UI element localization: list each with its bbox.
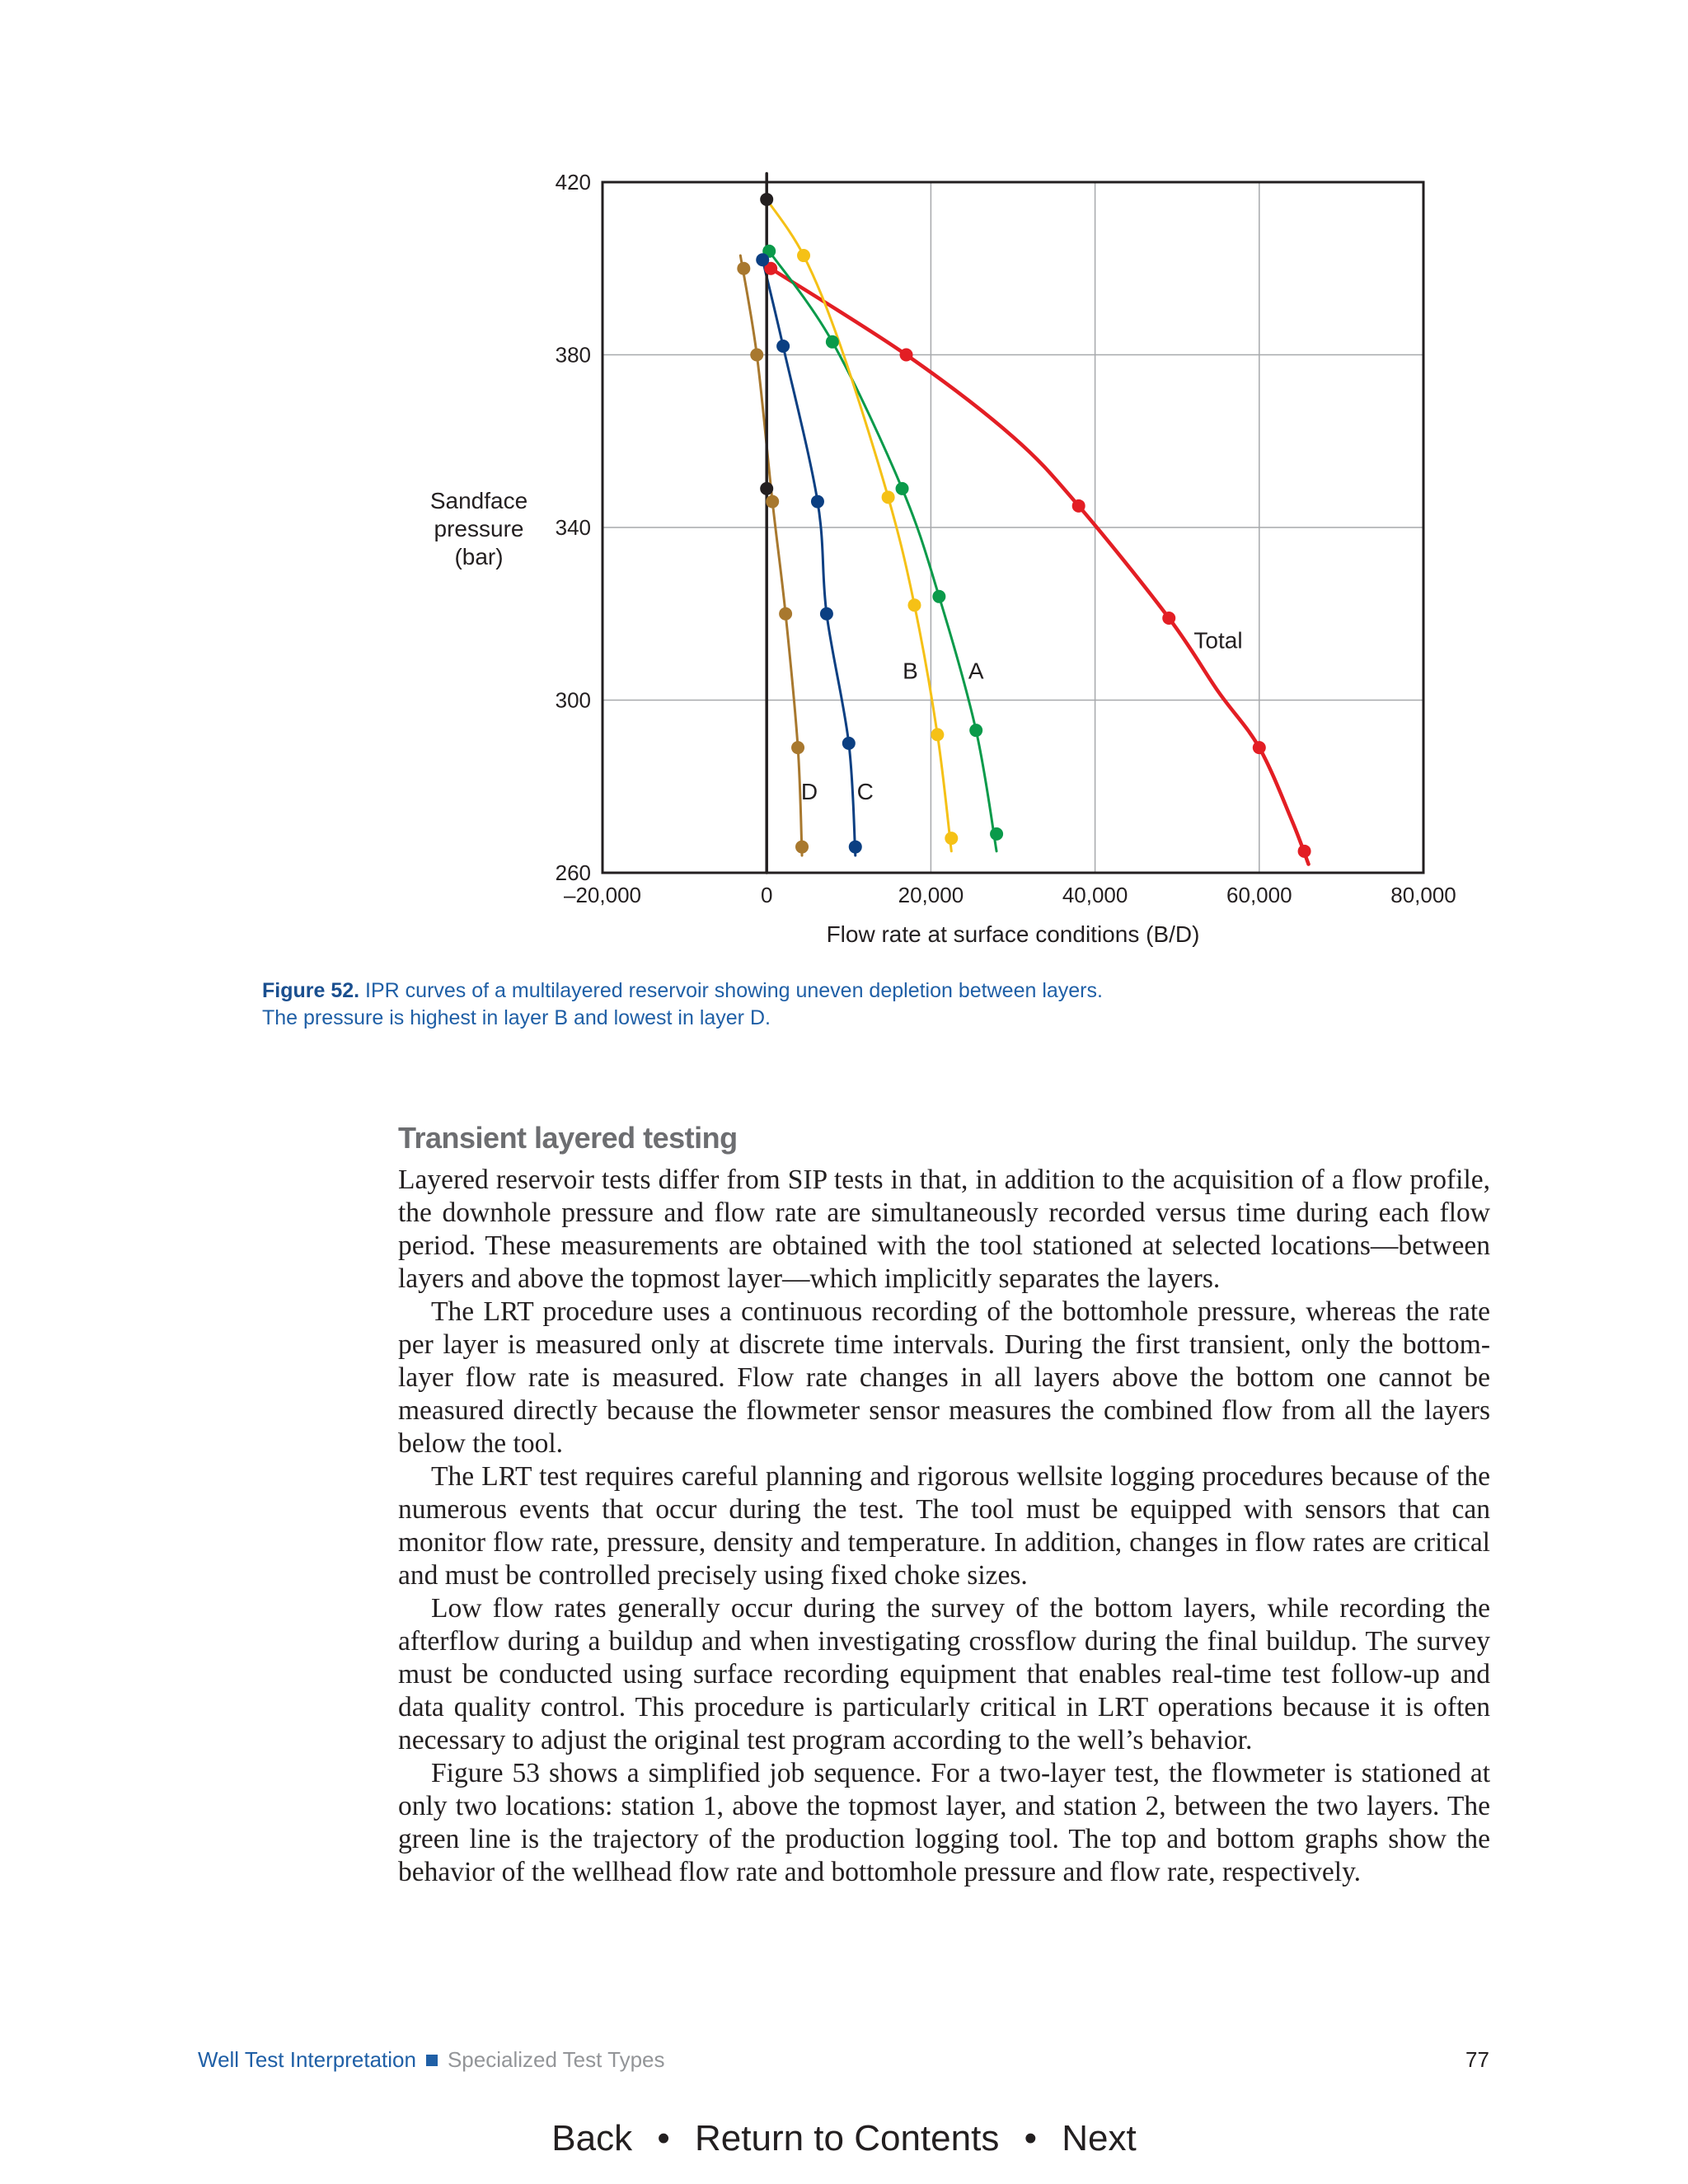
- data-point-b: [931, 728, 944, 741]
- x-axis-title: Flow rate at surface conditions (B/D): [826, 921, 1200, 947]
- y-tick-label: 340: [555, 515, 591, 540]
- data-point-d: [779, 607, 792, 621]
- series-label-d: D: [800, 778, 818, 804]
- chart-points: [737, 193, 1311, 858]
- figure-label: Figure 52.: [262, 979, 360, 1002]
- data-point-b: [797, 249, 810, 262]
- page-number: 77: [1465, 2047, 1489, 2072]
- data-point-b: [945, 832, 958, 845]
- data-point-zero-axis: [760, 193, 773, 206]
- return-to-contents-link[interactable]: Return to Contents: [695, 2118, 1000, 2158]
- back-link[interactable]: Back: [551, 2118, 633, 2158]
- section-title: Transient layered testing: [398, 1121, 738, 1155]
- ipr-chart: [0, 0, 1688, 972]
- data-point-a: [896, 482, 909, 495]
- y-axis-title: Sandface: [429, 488, 528, 513]
- data-point-c: [756, 253, 769, 266]
- nav-separator: •: [657, 2118, 670, 2158]
- y-tick-label: 300: [555, 687, 591, 713]
- footer-section-link[interactable]: Specialized Test Types: [447, 2047, 665, 2072]
- data-point-b: [882, 490, 895, 504]
- data-point-zero-axis: [760, 482, 773, 495]
- paragraph: Low flow rates generally occur during the survey of the bottom layers, while recording the afterflow during a buildup and when investigating crossflow during the final buildup. The survey must be conducted using surface recording equipment that enables real-time test follow-up and data quality control. This procedure is particularly critical in LRT operations because it is often necessary to adjust the original test program according to the well’s behavior.: [398, 1593, 1490, 1755]
- x-tick-label: 40,000: [1062, 883, 1128, 907]
- data-point-d: [750, 349, 763, 362]
- data-point-c: [820, 607, 833, 621]
- x-tick-label: –20,000: [564, 883, 641, 907]
- nav-separator: •: [1024, 2118, 1037, 2158]
- data-point-total: [1253, 741, 1266, 754]
- y-tick-label: 380: [555, 342, 591, 368]
- data-point-total: [900, 349, 913, 362]
- chart-ticks: [556, 170, 1456, 907]
- square-bullet-icon: [426, 2055, 438, 2066]
- page-navigation: [0, 2118, 1688, 2159]
- data-point-d: [766, 495, 779, 509]
- data-point-a: [932, 590, 945, 603]
- data-point-a: [969, 724, 982, 737]
- data-point-a: [826, 335, 839, 349]
- data-point-c: [776, 340, 790, 353]
- series-line-d: [740, 255, 802, 855]
- series-label-total: Total: [1193, 627, 1243, 654]
- data-point-total: [1298, 845, 1311, 858]
- series-label-c: C: [856, 778, 874, 804]
- paragraph: The LRT test requires careful planning and rigorous wellsite logging procedures because of the numerous events that occur during the test. The tool must be equipped with sensors that can monitor flow rate, pressure, density and temperature. In addition, changes in flow rates are critical and must be controlled precisely using fixed choke sizes.: [398, 1461, 1490, 1591]
- data-point-c: [842, 737, 856, 750]
- figure-caption-text: IPR curves of a multilayered reservoir showing uneven depletion between layers.: [365, 979, 1103, 1002]
- data-point-c: [811, 495, 824, 509]
- y-tick-label: 260: [555, 860, 591, 885]
- body-text: [398, 1164, 1490, 1889]
- data-point-d: [791, 741, 804, 754]
- data-point-total: [1072, 499, 1085, 513]
- figure-caption-text-2: The pressure is highest in layer B and lowest in layer D.: [262, 1006, 771, 1029]
- paragraph: The LRT procedure uses a continuous recording of the bottomhole pressure, whereas the rate per layer is measured only at discrete time intervals. During the first transient, only the bottom-layer flow rate is measured. Flow rate changes in all layers above the bottom one cannot be measured directly because the flowmeter sensor measures the combined flow from all the layers below the tool.: [398, 1296, 1490, 1459]
- series-label-b: B: [903, 658, 918, 684]
- next-link[interactable]: Next: [1062, 2118, 1137, 2158]
- data-point-a: [990, 827, 1003, 841]
- paragraph: Figure 53 shows a simplified job sequence. For a two-layer test, the flowmeter is stationed at only two locations: station 1, above the topmost layer, and station 2, between the two layers. The green line is the trajectory of the production logging tool. The top and bottom graphs show the behavior of the wellhead flow rate and bottomhole pressure and flow rate, respectively.: [398, 1758, 1490, 1887]
- paragraph: Layered reservoir tests differ from SIP tests in that, in addition to the acquisition of a flow profile, the downhole pressure and flow rate are simultaneously recorded versus time during each flow period. These measurements are obtained with the tool stationed at selected locations—between layers and above the topmost layer—which implicitly separates the layers.: [398, 1165, 1490, 1294]
- x-tick-label: 80,000: [1390, 883, 1456, 907]
- y-tick-label: 420: [555, 170, 591, 194]
- series-line-b: [767, 199, 951, 851]
- x-tick-label: 60,000: [1226, 883, 1292, 907]
- x-tick-label: 20,000: [898, 883, 964, 907]
- series-label-a: A: [968, 658, 984, 684]
- y-axis-title: (bar): [454, 544, 504, 569]
- chart-grid: [603, 182, 1423, 873]
- y-axis-title: pressure: [434, 516, 524, 541]
- x-tick-label: 0: [760, 883, 773, 907]
- data-point-b: [907, 598, 921, 612]
- data-point-d: [795, 841, 809, 854]
- data-point-d: [737, 262, 750, 275]
- footer-breadcrumb: [198, 2047, 664, 2073]
- data-point-c: [849, 841, 862, 854]
- chart-curves: [740, 174, 1308, 873]
- data-point-total: [1162, 612, 1175, 625]
- figure-caption: [262, 977, 1334, 1032]
- footer-book-link[interactable]: Well Test Interpretation: [198, 2047, 416, 2072]
